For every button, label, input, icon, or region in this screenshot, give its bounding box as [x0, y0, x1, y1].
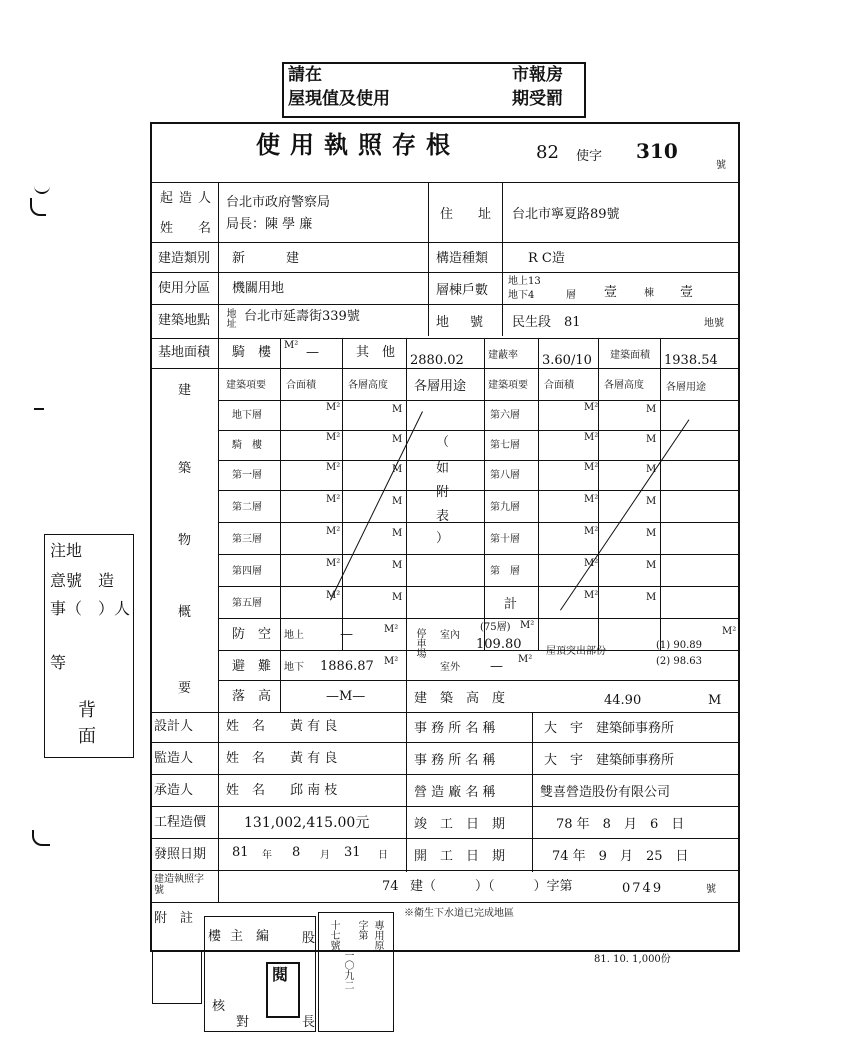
floor-left-1: 地下層 — [232, 410, 262, 421]
title-prefix: 使字 — [576, 149, 603, 164]
shelter-unit-1: M² — [384, 624, 399, 635]
cost-value: 131,002,415.00元 — [244, 815, 370, 831]
fall-height-label: 落 高 — [232, 689, 272, 704]
seal-char-4: 股 — [302, 931, 316, 946]
left-stamp-back: 背 — [78, 700, 96, 721]
unit-r6: M² — [584, 558, 599, 569]
col-head-area: 合面積 — [286, 380, 316, 391]
supervisor-name-label: 姓 名 — [226, 751, 266, 766]
shelter-above-dash: — — [340, 627, 353, 642]
arcade-unit: M² — [284, 340, 299, 351]
reg-stamp-4: 十七號 — [328, 920, 339, 950]
left-stamp-line-2: 意號 造 — [50, 571, 115, 590]
floor-right-3: 第八層 — [490, 470, 520, 481]
col-head-use-r: 各層用途 — [666, 382, 706, 393]
unit-m6: M — [392, 560, 403, 571]
unit-rm3: M — [646, 464, 657, 475]
annex-5: ） — [436, 531, 450, 546]
unit-m3: M — [392, 464, 403, 475]
floor-area-label: 建築面積 — [610, 350, 650, 361]
floor-left-4: 第二層 — [232, 502, 262, 513]
parking-outdoor: 室外 — [440, 662, 460, 673]
unit-l2: M² — [326, 432, 341, 443]
location-value: 台北市延壽街339號 — [244, 309, 360, 324]
unit-m4: M — [392, 496, 403, 507]
coverage-label: 建蔽率 — [488, 350, 518, 361]
unit-count: 壹 — [680, 285, 694, 300]
col-head-area-r: 合面積 — [544, 380, 574, 391]
issue-year-word: 年 — [262, 850, 272, 861]
unit-l6: M² — [326, 558, 341, 569]
seal-char-3: 編 — [256, 929, 270, 944]
completion-date: 78 年 8 月 6 日 — [556, 817, 685, 832]
footer-print: 81. 10. 1,000份 — [594, 954, 671, 965]
unit-rm4: M — [646, 496, 657, 507]
designer-role: 設計人 — [154, 719, 194, 734]
floors-label: 層棟戶數 — [436, 283, 489, 298]
margin-mark-4 — [32, 830, 50, 846]
title-number: 310 — [636, 139, 678, 163]
floor-left-7: 第五層 — [232, 598, 262, 609]
square-seal-left — [152, 950, 202, 1004]
applicant-label: 起造人 — [160, 191, 218, 206]
building-height-value: 44.90 — [604, 693, 642, 708]
roof-value-2: (2) 98.63 — [656, 656, 702, 667]
unit-r7: M² — [584, 590, 599, 601]
shelter-unit-2: M² — [384, 656, 399, 667]
title-suffix: 號 — [716, 160, 726, 171]
header-stamp-line1-end: 市報房 — [512, 65, 563, 85]
zone-value: 機關用地 — [232, 281, 285, 296]
address-label: 住 址 — [440, 207, 498, 222]
contractor-office-label: 營 造 廠 名 稱 — [414, 785, 496, 800]
review-seal-char: 閱 — [272, 965, 289, 984]
roof-label: 屋頂突出部份 — [546, 646, 606, 657]
permit-year: 74 — [382, 879, 399, 894]
floor-right-4: 第九層 — [490, 502, 520, 513]
structure-value: R C造 — [528, 251, 565, 266]
location-label: 建築地點 — [158, 313, 211, 328]
permit-number: 0749 — [622, 881, 664, 896]
left-stamp-back-2: 面 — [78, 726, 96, 747]
total-paren: (75層) — [480, 622, 511, 633]
issue-month-word: 月 — [320, 850, 330, 861]
issue-day-word: 日 — [378, 850, 388, 861]
supervisor-name: 黃 有 良 — [290, 751, 338, 766]
fall-height-dash: —M— — [326, 689, 366, 704]
header-stamp-line2: 屋現值及使用 — [288, 89, 390, 109]
floor-left-2: 騎 樓 — [232, 440, 262, 451]
applicant-name-label: 姓 名 — [160, 221, 218, 236]
floors-word: 層 — [566, 290, 576, 301]
issue-month: 8 — [292, 845, 301, 860]
applicant-rep: 局長：陳 學 廉 — [226, 217, 313, 232]
header-stamp-line1: 請在 — [288, 65, 322, 85]
designer-office: 大 宇 建築師事務所 — [544, 721, 675, 736]
floor-area-value: 1938.54 — [664, 353, 718, 368]
total-label: 計 — [504, 597, 518, 612]
summary-char-4: 概 — [178, 605, 192, 620]
left-stamp-line-4 — [50, 630, 114, 644]
coverage-value: 3.60/10 — [542, 353, 592, 368]
address-value: 台北市寧夏路89號 — [512, 207, 620, 222]
parking-outdoor-dash: — — [490, 659, 503, 674]
permit-label: 建造執照字 號 — [154, 874, 214, 896]
building-word: 棟 — [644, 288, 654, 299]
floor-right-1: 第六層 — [490, 410, 520, 421]
unit-rm7: M — [646, 592, 657, 603]
floor-right-6: 第 層 — [490, 566, 520, 577]
seal-char-1: 樓 — [208, 929, 222, 944]
completion-label: 竣 工 日 期 — [414, 817, 506, 832]
floor-left-5: 第三層 — [232, 534, 262, 545]
unit-rm5: M — [646, 528, 657, 539]
lot-label: 地 號 — [436, 315, 488, 330]
left-stamp-line-1: 注地 — [50, 541, 83, 560]
annex-1: （ — [436, 435, 450, 450]
annex-4: 表 — [436, 509, 450, 524]
unit-m1: M — [392, 404, 403, 415]
shelter-above: 地上 — [284, 630, 304, 641]
unit-rm1: M — [646, 404, 657, 415]
margin-mark-2 — [30, 198, 46, 216]
unit-r5: M² — [584, 526, 599, 537]
other-label: 其 他 — [356, 345, 396, 360]
note-text: ※衛生下水道已完成地區 — [404, 908, 514, 919]
unit-l1: M² — [326, 402, 341, 413]
issue-label: 發照日期 — [154, 847, 207, 862]
floor-left-3: 第一層 — [232, 470, 262, 481]
floors-above: 地上13 — [508, 276, 541, 287]
left-stamp-line-5: 等 — [50, 653, 115, 672]
shelter-below: 地下 — [284, 662, 304, 673]
roof-unit: M² — [722, 626, 737, 637]
summary-char-1: 建 — [178, 383, 192, 398]
contractor-role: 承造人 — [154, 783, 194, 798]
col-head-use: 各層用途 — [414, 379, 467, 394]
start-label: 開 工 日 期 — [414, 849, 506, 864]
shelter-label-1: 防 空 — [232, 627, 272, 642]
designer-office-label: 事 務 所 名 稱 — [414, 721, 496, 736]
total-unit: M² — [520, 620, 535, 631]
floors-below: 地下4 — [508, 290, 535, 301]
header-stamp-line2-end: 期受罰 — [512, 89, 563, 109]
col-head-item-r: 建築項要 — [488, 380, 528, 391]
reg-stamp-1: 專用原 — [372, 920, 383, 950]
left-stamp — [44, 534, 134, 758]
parking-outdoor-unit: M² — [518, 654, 533, 665]
other-value: 2880.02 — [410, 353, 464, 368]
summary-char-5: 要 — [178, 681, 192, 696]
unit-r4: M² — [584, 494, 599, 505]
parking-label: 停車場 — [414, 628, 425, 658]
supervisor-office: 大 宇 建築師事務所 — [544, 753, 675, 768]
building-height-label: 建 築 高 度 — [414, 691, 506, 706]
shelter-below-value: 1886.87 — [320, 659, 374, 674]
building-count: 壹 — [604, 285, 618, 300]
building-height-unit: M — [708, 693, 722, 708]
unit-l7: M² — [326, 590, 341, 601]
cost-label: 工程造價 — [154, 815, 207, 830]
reg-stamp-2: 字第 — [356, 920, 367, 940]
floor-right-5: 第十層 — [490, 534, 520, 545]
unit-m5: M — [392, 528, 403, 539]
arcade-dash: — — [306, 345, 319, 360]
form-title: 使用執照存根 — [256, 130, 460, 159]
area-label: 基地面積 — [158, 345, 211, 360]
unit-l4: M² — [326, 494, 341, 505]
build-type-value: 新 建 — [232, 251, 314, 266]
supervisor-role: 監造人 — [154, 751, 194, 766]
start-date: 74 年 9 月 25 日 — [552, 849, 689, 864]
unit-m2: M — [392, 434, 403, 445]
col-head-height-r: 各層高度 — [604, 380, 644, 391]
unit-rm2: M — [646, 434, 657, 445]
issue-day: 31 — [344, 845, 361, 860]
seal-char-6: 核 — [212, 999, 226, 1014]
summary-char-3: 物 — [178, 533, 192, 548]
col-head-height: 各層高度 — [348, 380, 388, 391]
seal-char-2: 主 — [230, 929, 244, 944]
annex-2: 如 — [436, 461, 450, 476]
floor-left-6: 第四層 — [232, 566, 262, 577]
lot-value: 民生段 81 — [512, 315, 581, 330]
summary-char-2: 築 — [178, 461, 192, 476]
contractor-name: 邱 南 枝 — [290, 783, 338, 798]
unit-r3: M² — [584, 462, 599, 473]
structure-label: 構造種類 — [436, 251, 489, 266]
unit-m7: M — [392, 592, 403, 603]
margin-mark-1 — [34, 178, 50, 194]
unit-rm6: M — [646, 560, 657, 571]
permit-text: 建（ ）（ ）字第 — [410, 879, 573, 894]
annex-3: 附 — [436, 485, 450, 500]
col-head-item: 建築項要 — [226, 380, 266, 391]
shelter-label-2: 避 難 — [232, 659, 272, 674]
designer-name: 黃 有 良 — [290, 719, 338, 734]
applicant-name: 台北市政府警察局 — [226, 195, 331, 210]
permit-suffix: 號 — [706, 884, 716, 895]
total-value: 109.80 — [476, 637, 522, 652]
unit-r1: M² — [584, 402, 599, 413]
lot-extra: 地號 — [704, 318, 724, 329]
note-label: 附 註 — [154, 911, 194, 926]
build-type-label: 建造類別 — [158, 251, 211, 266]
title-year: 82 — [536, 142, 559, 163]
left-stamp-line-3: 事（ ）人 — [50, 599, 131, 618]
designer-name-label: 姓 名 — [226, 719, 266, 734]
contractor-name-label: 姓 名 — [226, 783, 266, 798]
issue-year: 81 — [232, 845, 249, 860]
unit-l5: M² — [326, 526, 341, 537]
seal-char-7: 對 — [236, 1015, 250, 1030]
floor-right-2: 第七層 — [490, 440, 520, 451]
unit-r2: M² — [584, 432, 599, 443]
zone-label: 使用分區 — [158, 281, 211, 296]
roof-value-1: (1) 90.89 — [656, 640, 702, 651]
unit-l3: M² — [326, 462, 341, 473]
margin-mark-3 — [34, 408, 44, 410]
parking-indoor: 室內 — [440, 630, 460, 641]
seal-char-5: 長 — [302, 1015, 316, 1030]
location-addr-small: 地址 — [224, 308, 235, 328]
arcade-label: 騎 樓 — [232, 345, 272, 360]
contractor-office: 雙喜營造股份有限公司 — [540, 785, 671, 800]
reg-stamp-3: 一〇九二 — [342, 950, 353, 990]
supervisor-office-label: 事 務 所 名 稱 — [414, 753, 496, 768]
